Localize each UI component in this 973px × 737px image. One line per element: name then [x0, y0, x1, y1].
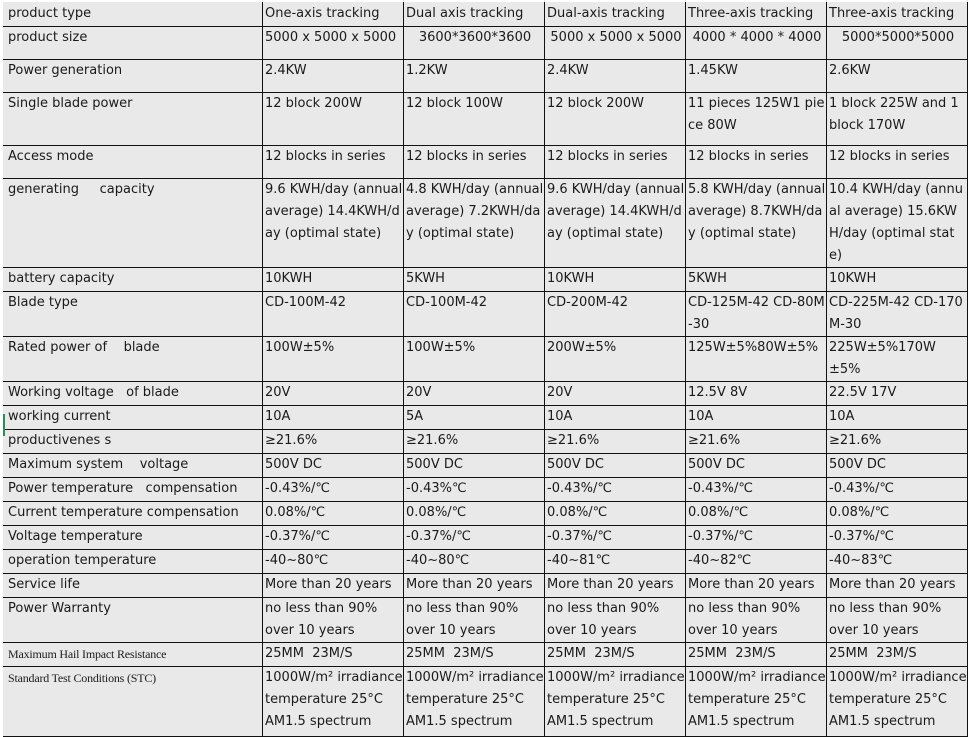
row-label[interactable]: Access mode	[4, 146, 263, 179]
table-cell[interactable]: 1.45KW	[686, 60, 827, 93]
table-cell[interactable]: -0.37%/℃	[263, 526, 404, 550]
table-cell[interactable]: 500V DC	[404, 454, 545, 478]
row-label[interactable]: Maximum Hail Impact Resistance	[4, 643, 263, 667]
table-cell[interactable]: 10KWH	[545, 268, 686, 292]
table-cell[interactable]: 25MM 23M/S	[263, 643, 404, 667]
table-cell[interactable]: 12 blocks in series	[827, 146, 968, 179]
table-cell[interactable]: 10A	[827, 406, 968, 430]
header-cell-dual-axis-2[interactable]: Dual-axis tracking	[545, 3, 686, 27]
header-cell-one-axis[interactable]: One-axis tracking	[263, 3, 404, 27]
table-cell[interactable]: -40~82℃	[686, 550, 827, 574]
spec-table	[3, 2, 968, 737]
table-cell[interactable]: 5000 x 5000 x 5000	[263, 27, 404, 60]
table-cell[interactable]: 10.4 KWH/day (annual average) 15.6KWH/day (optimal state)	[827, 179, 968, 268]
row-label[interactable]: generating capacity	[4, 179, 263, 268]
table-cell[interactable]: 12 blocks in series	[686, 146, 827, 179]
table-row	[4, 667, 968, 737]
table-cell[interactable]: 5KWH	[686, 268, 827, 292]
row-label[interactable]: Power Warranty	[4, 598, 263, 643]
table-cell[interactable]: 20V	[545, 382, 686, 406]
row-label[interactable]: Blade type	[4, 292, 263, 337]
table-cell[interactable]: CD-100M-42	[404, 292, 545, 337]
table-cell[interactable]: 9.6 KWH/day (annual average) 14.4KWH/day (optimal state)	[545, 179, 686, 268]
table-row	[4, 406, 968, 430]
table-cell[interactable]: 200W±5%	[545, 337, 686, 382]
table-cell[interactable]: 12 block 200W	[263, 93, 404, 146]
row-label[interactable]: Standard Test Conditions (STC)	[4, 667, 263, 737]
table-cell[interactable]: 0.08%/℃	[263, 502, 404, 526]
table-cell[interactable]: no less than 90% over 10 years	[263, 598, 404, 643]
row-label[interactable]: Power temperature compensation	[4, 478, 263, 502]
table-cell[interactable]: 2.4KW	[263, 60, 404, 93]
table-cell[interactable]: 12 blocks in series	[545, 146, 686, 179]
header-cell-three-axis-2[interactable]: Three-axis tracking	[827, 3, 968, 27]
table-cell[interactable]: More than 20 years	[686, 574, 827, 598]
table-cell[interactable]: 1000W/m² irradiance temperature 25°C AM1.5 spectrum	[827, 667, 968, 737]
table-cell[interactable]: 10A	[263, 406, 404, 430]
table-row	[4, 382, 968, 406]
table-row	[4, 526, 968, 550]
table-header-row	[4, 3, 968, 27]
table-cell[interactable]: -40~83℃	[827, 550, 968, 574]
table-row	[4, 60, 968, 93]
table-cell[interactable]: 1000W/m² irradiance temperature 25°C AM1.5 spectrum	[404, 667, 545, 737]
table-cell[interactable]: 10A	[545, 406, 686, 430]
table-cell[interactable]: -0.37%/℃	[404, 526, 545, 550]
table-cell[interactable]: ≥21.6%	[263, 430, 404, 454]
table-row	[4, 337, 968, 382]
table-cell[interactable]: 12 blocks in series	[404, 146, 545, 179]
table-row	[4, 574, 968, 598]
row-label[interactable]: Current temperature compensation	[4, 502, 263, 526]
table-row	[4, 643, 968, 667]
table-cell[interactable]: ≥21.6%	[686, 430, 827, 454]
table-cell[interactable]: More than 20 years	[404, 574, 545, 598]
table-cell[interactable]: 500V DC	[827, 454, 968, 478]
table-cell[interactable]: CD-225M-42 CD-170M-30	[827, 292, 968, 337]
table-cell[interactable]: -40~80℃	[404, 550, 545, 574]
table-cell[interactable]: 2.6KW	[827, 60, 968, 93]
table-cell[interactable]: More than 20 years	[827, 574, 968, 598]
table-cell[interactable]: 20V	[263, 382, 404, 406]
table-cell[interactable]: -0.43%/℃	[827, 478, 968, 502]
table-cell[interactable]: 20V	[404, 382, 545, 406]
table-cell[interactable]: no less than 90% over 10 years	[545, 598, 686, 643]
row-label[interactable]: Single blade power	[4, 93, 263, 146]
table-cell[interactable]: 10KWH	[263, 268, 404, 292]
table-cell[interactable]: 100W±5%	[263, 337, 404, 382]
table-cell[interactable]: 1000W/m² irradiance temperature 25°C AM1.5 spectrum	[545, 667, 686, 737]
table-cell[interactable]: ≥21.6%	[827, 430, 968, 454]
table-cell[interactable]: 25MM 23M/S	[545, 643, 686, 667]
table-cell[interactable]: ≥21.6%	[545, 430, 686, 454]
header-cell-dual-axis[interactable]: Dual axis tracking	[404, 3, 545, 27]
table-cell[interactable]: -0.43%/℃	[545, 478, 686, 502]
row-label[interactable]: battery capacity	[4, 268, 263, 292]
table-row	[4, 478, 968, 502]
table-cell[interactable]: -0.37%/℃	[545, 526, 686, 550]
table-cell[interactable]: 11 pieces 125W1 piece 80W	[686, 93, 827, 146]
table-row	[4, 268, 968, 292]
row-label[interactable]: Rated power of blade	[4, 337, 263, 382]
header-cell-three-axis[interactable]: Three-axis tracking	[686, 3, 827, 27]
row-label[interactable]: Service life	[4, 574, 263, 598]
table-cell[interactable]: 2.4KW	[545, 60, 686, 93]
row-label[interactable]: Voltage temperature	[4, 526, 263, 550]
table-cell[interactable]: -0.37%/℃	[827, 526, 968, 550]
row-label[interactable]: operation temperature	[4, 550, 263, 574]
table-cell[interactable]: 1000W/m² irradiance temperature 25°C AM1.5 spectrum	[686, 667, 827, 737]
table-row	[4, 502, 968, 526]
table-cell[interactable]: CD-125M-42 CD-80M-30	[686, 292, 827, 337]
table-cell[interactable]: -40~81℃	[545, 550, 686, 574]
table-cell[interactable]: -0.43%/℃	[686, 478, 827, 502]
table-cell[interactable]: -0.43%℃	[404, 478, 545, 502]
table-cell[interactable]: 5KWH	[404, 268, 545, 292]
table-cell[interactable]: 1 block 225W and 1 block 170W	[827, 93, 968, 146]
table-cell[interactable]: 25MM 23M/S	[404, 643, 545, 667]
table-cell[interactable]: More than 20 years	[263, 574, 404, 598]
table-row	[4, 550, 968, 574]
table-row	[4, 93, 968, 146]
table-cell[interactable]: 1000W/m² irradiance temperature 25°C AM1.5 spectrum	[263, 667, 404, 737]
table-cell[interactable]: 500V DC	[686, 454, 827, 478]
table-cell[interactable]: 100W±5%	[404, 337, 545, 382]
row-label[interactable]: productivenes s	[4, 430, 263, 454]
table-cell[interactable]: 12 blocks in series	[263, 146, 404, 179]
table-cell[interactable]: -0.37%/℃	[686, 526, 827, 550]
row-label-selected[interactable]: Maximum system voltage	[4, 454, 263, 478]
table-cell[interactable]: 10A	[686, 406, 827, 430]
table-cell[interactable]: 12.5V 8V	[686, 382, 827, 406]
active-cell-indicator	[3, 414, 5, 436]
table-cell[interactable]: 0.08%/℃	[404, 502, 545, 526]
table-cell[interactable]: 9.6 KWH/day (annual average) 14.4KWH/day (optimal state)	[263, 179, 404, 268]
table-cell[interactable]: 10KWH	[827, 268, 968, 292]
table-cell[interactable]: -40~80℃	[263, 550, 404, 574]
table-cell[interactable]: no less than 90% over 10 years	[686, 598, 827, 643]
table-row	[4, 27, 968, 60]
table-row	[4, 179, 968, 268]
table-cell[interactable]: 0.08%/℃	[686, 502, 827, 526]
table-cell[interactable]: 12 block 200W	[545, 93, 686, 146]
table-cell[interactable]: 25MM 23M/S	[686, 643, 827, 667]
table-cell[interactable]: no less than 90% over 10 years	[827, 598, 968, 643]
table-cell[interactable]: 125W±5%80W±5%	[686, 337, 827, 382]
table-cell[interactable]: 3600*3600*3600	[404, 27, 545, 60]
table-cell[interactable]: 5.8 KWH/day (annual average) 8.7KWH/day (optimal state)	[686, 179, 827, 268]
table-row	[4, 454, 968, 478]
table-row	[4, 292, 968, 337]
table-cell[interactable]: 5000*5000*5000	[827, 27, 968, 60]
row-label[interactable]: product size	[4, 27, 263, 60]
table-cell[interactable]: 22.5V 17V	[827, 382, 968, 406]
table-cell[interactable]: 12 block 100W	[404, 93, 545, 146]
table-cell[interactable]: 4000 * 4000 * 4000	[686, 27, 827, 60]
row-label[interactable]: working current	[4, 406, 263, 430]
table-row	[4, 430, 968, 454]
table-cell[interactable]: -0.43%/℃	[263, 478, 404, 502]
table-cell[interactable]: 0.08%/℃	[545, 502, 686, 526]
table-cell[interactable]: 500V DC	[545, 454, 686, 478]
table-cell[interactable]: CD-200M-42	[545, 292, 686, 337]
table-cell[interactable]: 5A	[404, 406, 545, 430]
table-cell[interactable]: ≥21.6%	[404, 430, 545, 454]
table-cell[interactable]: 4.8 KWH/day (annual average) 7.2KWH/day (optimal state)	[404, 179, 545, 268]
row-label[interactable]: Power generation	[4, 60, 263, 93]
table-cell[interactable]: More than 20 years	[545, 574, 686, 598]
table-cell[interactable]: 25MM 23M/S	[827, 643, 968, 667]
table-row	[4, 146, 968, 179]
table-cell[interactable]: no less than 90% over 10 years	[404, 598, 545, 643]
row-label[interactable]: Working voltage of blade	[4, 382, 263, 406]
table-row	[4, 598, 968, 643]
header-cell-product-type[interactable]: product type	[4, 3, 263, 27]
table-cell[interactable]: 225W±5%170W±5%	[827, 337, 968, 382]
table-cell[interactable]: 5000 x 5000 x 5000	[545, 27, 686, 60]
table-cell[interactable]: 1.2KW	[404, 60, 545, 93]
table-cell[interactable]: CD-100M-42	[263, 292, 404, 337]
table-cell[interactable]: 500V DC	[263, 454, 404, 478]
table-cell[interactable]: 0.08%/℃	[827, 502, 968, 526]
